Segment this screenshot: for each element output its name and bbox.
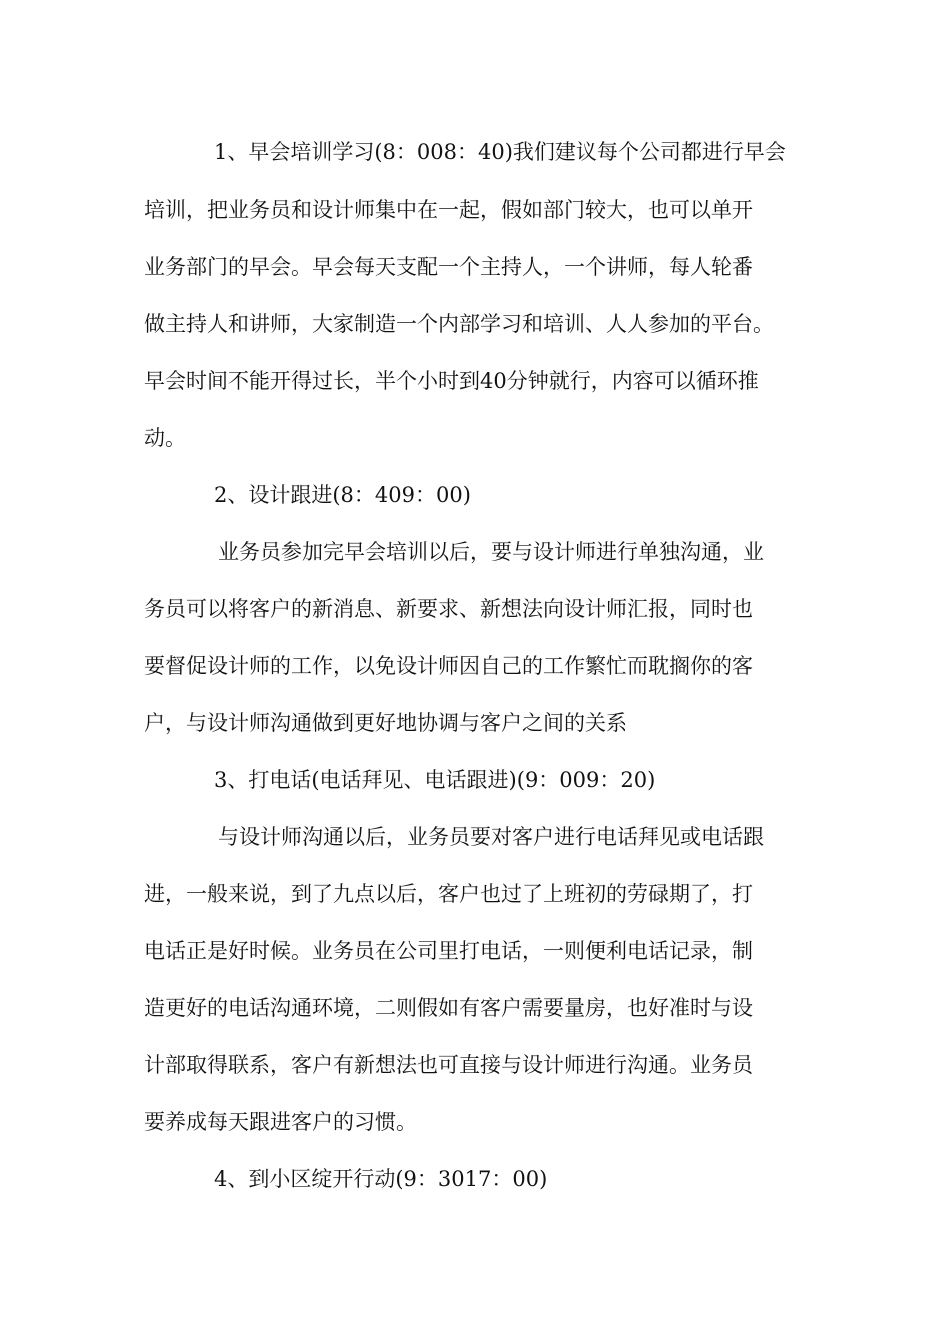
paragraph-line: 进，一般来说，到了九点以后，客户也过了上班初的劳碌期了，打	[144, 882, 753, 906]
section-2-heading: 2、设计跟进(8：409：00)	[214, 483, 471, 507]
paragraph-line: 造更好的电话沟通环境，二则假如有客户需要量房，也好准时与设	[144, 996, 753, 1020]
paragraph-line: 务员可以将客户的新消息、新要求、新想法向设计师汇报，同时也	[144, 597, 753, 621]
paragraph-line: 动。	[144, 426, 186, 450]
paragraph-line: 要养成每天跟进客户的习惯。	[144, 1110, 417, 1134]
section-1-heading-line: 1、早会培训学习(8：008：40)我们建议每个公司都进行早会	[214, 140, 786, 164]
paragraph-line: 做主持人和讲师，大家制造一个内部学习和培训、人人参加的平台。	[144, 312, 774, 336]
section-3-heading: 3、打电话(电话拜见、电话跟进)(9：009：20)	[214, 768, 656, 792]
section-4-heading: 4、到小区绽开行动(9：3017：00)	[214, 1167, 548, 1191]
paragraph-line: 业务部门的早会。早会每天支配一个主持人，一个讲师，每人轮番	[144, 255, 753, 279]
paragraph-line: 与设计师沟通以后，业务员要对客户进行电话拜见或电话跟	[218, 825, 764, 849]
paragraph-line: 户，与设计师沟通做到更好地协调与客户之间的关系	[144, 711, 627, 735]
paragraph-line: 计部取得联系，客户有新想法也可直接与设计师进行沟通。业务员	[144, 1053, 753, 1077]
paragraph-line: 电话正是好时候。业务员在公司里打电话，一则便利电话记录，制	[144, 939, 753, 963]
paragraph-line: 业务员参加完早会培训以后，要与设计师进行单独沟通，业	[218, 540, 764, 564]
paragraph-line: 要督促设计师的工作，以免设计师因自己的工作繁忙而耽搁你的客	[144, 654, 753, 678]
paragraph-line: 培训，把业务员和设计师集中在一起，假如部门较大，也可以单开	[144, 198, 753, 222]
paragraph-line: 早会时间不能开得过长，半个小时到40分钟就行，内容可以循环推	[144, 369, 759, 393]
